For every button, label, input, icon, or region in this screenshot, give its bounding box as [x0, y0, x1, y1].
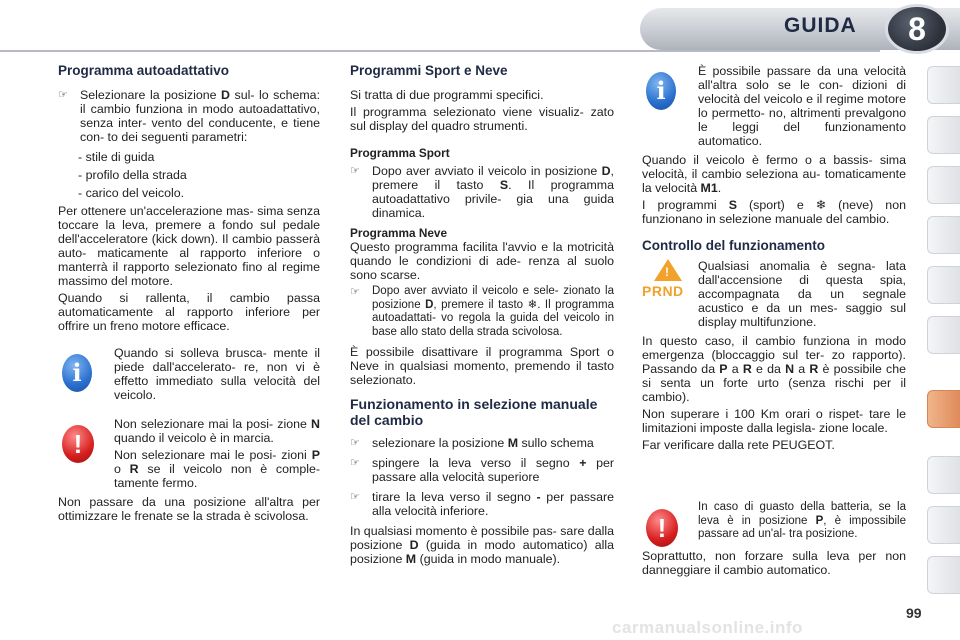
instruction-bullet: ☞ selezionare la posizione M sullo schema	[350, 436, 594, 450]
info-icon: i	[62, 354, 92, 392]
paragraph: In questo caso, il cambio funziona in modo emergenza (bloccaggio sul ter- zo rapporto). Passando da P a R e da N a R è possibile che si senta un forte urto (senza rischi per il cambio).	[642, 334, 906, 404]
prnd-label: PRND	[642, 283, 684, 299]
note-text: Qualsiasi anomalia è segna- lata dall'accensione di questa spia, accompagnata da un segnale acustico e da un mes- saggio sul display multifunzione.	[698, 259, 906, 329]
paragraph: Il programma selezionato viene visualiz- zato sul display del quadro strumenti.	[350, 105, 614, 133]
column-right	[642, 64, 906, 580]
section-heading: Funzionamento in selezione manuale del cambio	[350, 396, 598, 428]
warning-light-note	[642, 259, 906, 332]
chapter-tab[interactable]	[927, 166, 960, 204]
instruction-bullet: ☞ Dopo aver avviato il veicolo in posizione D, premere il tasto S. Il programma autoadattativo privile- gia una guida dinamica.	[350, 164, 614, 220]
paragraph: Non passare da una posizione all'altra per ottimizzare le frenate se la strada è scivolosa.	[58, 495, 320, 523]
paragraph: Soprattutto, non forzare sulla leva per non danneggiare il cambio automatico.	[642, 549, 906, 577]
column-left	[58, 64, 320, 526]
paragraph: Si tratta di due programmi specifici.	[350, 88, 544, 102]
note-text: In caso di guasto della batteria, se la leva è in posizione P, è impossibile passare ad un'al- tra posizione.	[698, 501, 906, 540]
header-rule	[0, 50, 880, 52]
instruction-bullet: ☞ tirare la leva verso il segno - per passare alla velocità inferiore.	[350, 490, 615, 518]
chapter-tab[interactable]	[927, 316, 960, 354]
instruction-bullet: ☞ Dopo aver avviato il veicolo e sele- zionato la posizione D, premere il tasto ❄. Il programma autoadattati- vo regola la guida del veicolo in base allo stato della strada scivolosa.	[350, 285, 614, 338]
warning-note	[642, 501, 906, 547]
info-note	[58, 346, 320, 405]
dash-item: - stile di guida	[78, 150, 155, 164]
chapter-tab[interactable]	[927, 66, 960, 104]
subsection-heading: Programma Sport	[350, 146, 450, 160]
instruction-bullet: ☞ Selezionare la posizione D sul- lo schema: il cambio funziona in modo autoadattativo, senza inter- vento del conducente, e tiene con- to dei seguenti parametri:	[58, 88, 321, 144]
page-number: 99	[906, 605, 922, 621]
chapter-tab[interactable]	[927, 456, 960, 494]
paragraph: Quando si rallenta, il cambio passa automaticamente al rapporto inferiore per offrire un freno motore efficace.	[58, 291, 320, 333]
paragraph: Quando il veicolo è fermo o a bassis- sima velocità, il cambio seleziona au- tomaticamente la velocità M1.	[642, 153, 906, 195]
page-title: GUIDA	[784, 14, 857, 37]
prnd-warning-light-icon: ! PRND	[642, 259, 694, 309]
info-icon: i	[646, 72, 676, 110]
chapter-tab[interactable]	[927, 506, 960, 544]
section-heading: Programmi Sport e Neve	[350, 63, 508, 78]
chapter-tab[interactable]	[927, 216, 960, 254]
instruction-bullet: ☞ spingere la leva verso il segno + per passare alla velocità superiore	[350, 456, 615, 484]
watermark: carmanualsonline.info	[612, 618, 803, 637]
column-middle	[350, 64, 614, 569]
hand-pointer-icon: ☞	[350, 457, 360, 469]
paragraph: Questo programma facilita l'avvio e la motricità quando le condizioni di ade- renza al suolo sono scarse.	[350, 240, 614, 282]
paragraph: Far verificare dalla rete PEUGEOT.	[642, 438, 835, 452]
chapter-tab[interactable]	[927, 266, 960, 304]
paragraph: In qualsiasi momento è possibile pas- sare dalla posizione D (guida in modo automatico) alla posizione M (guida in modo manuale).	[350, 524, 614, 566]
paragraph: È possibile disattivare il programma Sport o Neve in qualsiasi momento, premendo il tasto selezionato.	[350, 345, 614, 387]
hand-pointer-icon: ☞	[350, 165, 360, 177]
chapter-tab[interactable]	[927, 556, 960, 594]
page-header	[0, 0, 960, 58]
hand-pointer-icon: ☞	[350, 286, 360, 298]
paragraph: Non superare i 100 Km orari o rispet- tare le limitazioni imposte dalla legisla- zione locale.	[642, 407, 906, 435]
paragraph: I programmi S (sport) e ❄ (neve) non funzionano in selezione manuale del cambio.	[642, 198, 906, 226]
snowflake-icon: ❄	[527, 298, 538, 311]
chapter-number-badge: 8	[885, 4, 949, 54]
dash-item: - carico del veicolo.	[78, 186, 185, 200]
dash-item: - profilo della strada	[78, 168, 187, 182]
chapter-tab-active[interactable]	[927, 390, 960, 428]
section-heading: Controllo del funzionamento	[642, 238, 825, 253]
chapter-tab[interactable]	[927, 116, 960, 154]
warning-note	[58, 417, 320, 493]
hand-pointer-icon: ☞	[58, 89, 68, 101]
hand-pointer-icon: ☞	[350, 491, 360, 503]
note-text: Non selezionare mai le posi- zioni P o R se il veicolo non è comple- tamente fermo.	[114, 448, 320, 490]
note-text: Non selezionare mai la posi- zione N quando il veicolo è in marcia.	[114, 417, 320, 445]
warning-icon: !	[62, 425, 94, 463]
hand-pointer-icon: ☞	[350, 437, 360, 449]
subsection-heading: Programma Neve	[350, 226, 448, 240]
snowflake-icon: ❄	[815, 198, 827, 212]
info-note	[642, 64, 906, 151]
chapter-tabs	[927, 66, 960, 626]
section-heading: Programma autoadattativo	[58, 63, 230, 78]
note-text: Quando si solleva brusca- mente il piede dall'accelerato- re, non vi è effetto immediato sulla velocità del veicolo.	[114, 346, 320, 402]
paragraph: Per ottenere un'accelerazione mas- sima senza toccare la leva, premere a fondo sul pedale dell'acceleratore (kick down). Il cambio passerà auto- maticamente al rapporto inferiore o manterrà il rapporto selezionato fino al regime massimo del motore.	[58, 204, 320, 288]
note-text: È possibile passare da una velocità all'altra solo se le con- dizioni di velocità del veicolo e il regime motore lo permetto- no, altrimenti prevalgono le leggi del funzionamento automatico.	[698, 64, 906, 148]
warning-icon: !	[646, 509, 678, 547]
